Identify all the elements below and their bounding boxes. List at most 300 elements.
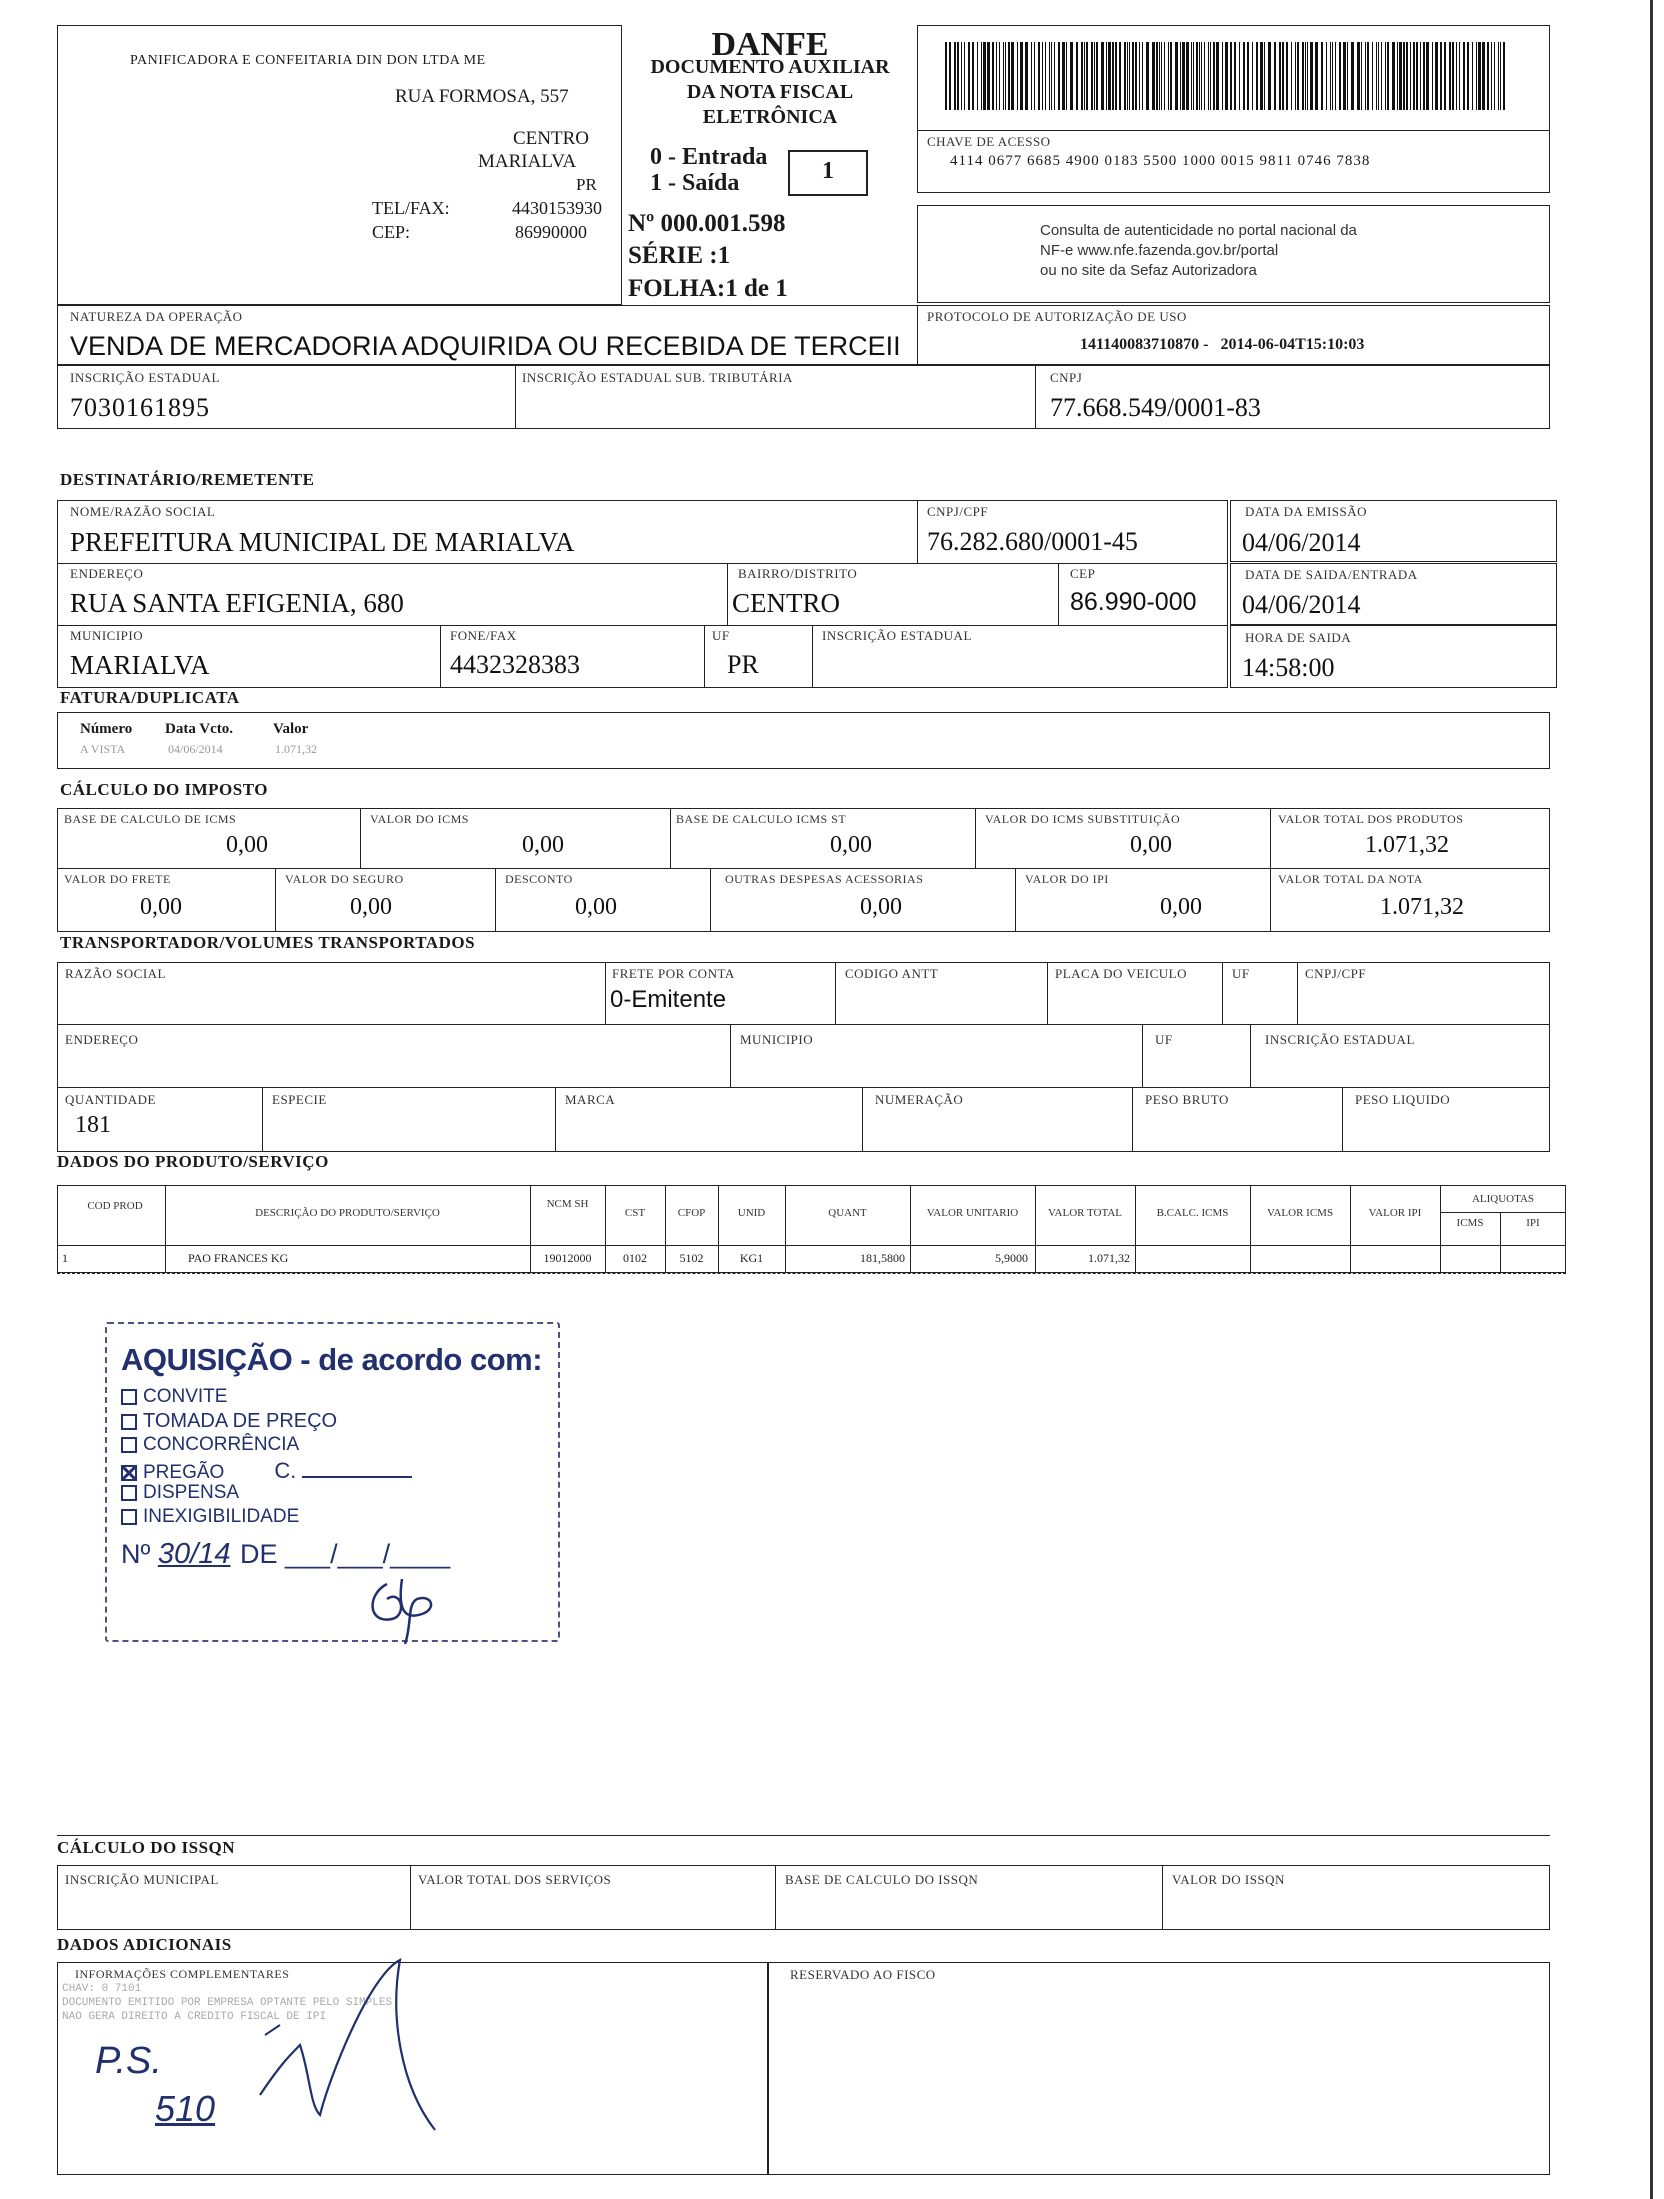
barcode-bar [961, 42, 962, 110]
imp-v3 [975, 808, 976, 868]
transp-v12 [1132, 1087, 1133, 1152]
adicionais-fisco-box [768, 1962, 1550, 2175]
emitente-phone-label: TEL/FAX: [372, 198, 450, 218]
imp-v6 [495, 868, 496, 932]
barcode-bar [1156, 42, 1158, 110]
page-edge [1650, 0, 1653, 2199]
dest-divider-b [727, 563, 728, 625]
barcode-bar [1252, 42, 1253, 110]
chave-divider [917, 130, 1550, 131]
barcode-bar [1210, 42, 1211, 110]
transp-h1 [57, 1024, 1550, 1025]
barcode-bar [1201, 42, 1202, 110]
barcode-bar [1222, 42, 1223, 110]
dest-municipio-label: MUNICIPIO [70, 628, 144, 643]
barcode-bar [1381, 42, 1382, 110]
prod-cod: 1 [62, 1251, 68, 1265]
barcode-bar [1112, 42, 1114, 110]
checkbox-icon [121, 1437, 137, 1453]
barcode-bar [1182, 42, 1185, 110]
transp-v13 [1342, 1087, 1343, 1152]
danfe-subtitle-1: DOCUMENTO AUXILIAR [650, 56, 890, 78]
barcode-bar [1170, 42, 1172, 110]
stamp-opt-tomada [121, 1410, 337, 1433]
barcode-bar [968, 42, 970, 110]
prod-vtotal: 1.071,32 [1088, 1251, 1130, 1265]
inscricao-divider-1 [515, 365, 516, 429]
stamp-opt-pregao [121, 1458, 412, 1484]
issqn-heading: CÁLCULO DO ISSQN [57, 1838, 236, 1857]
natureza-value: VENDA DE MERCADORIA ADQUIRIDA OU RECEBIDA DE TERCEII [70, 331, 901, 361]
imp-valor-st: 0,00 [1130, 832, 1172, 858]
dest-hora-label: HORA DE SAIDA [1245, 630, 1352, 645]
transp-frete-label: FRETE POR CONTA [612, 966, 735, 981]
protocolo-label: PROTOCOLO DE AUTORIZAÇÃO DE USO [927, 309, 1187, 324]
barcode-bar [1503, 42, 1505, 110]
dest-divider-e [704, 625, 705, 688]
barcode-bar [1091, 42, 1093, 110]
emitente-district: CENTRO [513, 128, 589, 149]
imp-valor-icms-label: VALOR DO ICMS [370, 812, 469, 826]
barcode-bar [1432, 42, 1433, 110]
prod-h-vipi: VALOR IPI [1368, 1207, 1422, 1219]
barcode-bar [1413, 42, 1415, 110]
natureza-label: NATUREZA DA OPERAÇÃO [70, 309, 243, 324]
barcode-bar [1086, 42, 1088, 110]
destinatario-heading: DESTINATÁRIO/REMETENTE [60, 470, 315, 489]
barcode-bar [996, 42, 997, 110]
barcode-bar [1410, 42, 1411, 110]
barcode-bar [1066, 42, 1067, 110]
barcode-bar [1152, 42, 1155, 110]
stamp-c-line [302, 1476, 412, 1478]
danfe-tipo: 1 [822, 158, 834, 184]
barcode-bar [1449, 42, 1451, 110]
barcode-bar [981, 42, 982, 110]
emitente-city: MARIALVA [478, 151, 577, 172]
dest-bairro-label: BAIRRO/DISTRITO [738, 566, 858, 581]
fatura-data: 04/06/2014 [168, 742, 223, 756]
prod-quant: 181,5800 [860, 1251, 905, 1265]
barcode-bar [1332, 42, 1333, 110]
barcode-bar [1467, 42, 1469, 110]
stamp-title: AQUISIÇÃO - de acordo com: [121, 1342, 543, 1377]
ie-label: INSCRIÇÃO ESTADUAL [70, 370, 220, 385]
barcode-bar [1142, 42, 1143, 110]
prod-cfop: 5102 [679, 1251, 704, 1265]
cnpj-label: CNPJ [1050, 370, 1083, 385]
barcode-bar [1094, 42, 1095, 110]
barcode-bar [1357, 42, 1360, 110]
fatura-numero: A VISTA [80, 742, 126, 756]
barcode-bar [1376, 42, 1377, 110]
barcode-bar [1387, 42, 1389, 110]
barcode-bar [1302, 42, 1304, 110]
barcode-bar [1463, 42, 1465, 110]
prod-col-9 [1135, 1185, 1136, 1273]
dest-endereco: RUA SANTA EFIGENIA, 680 [70, 588, 404, 618]
transp-v3 [1047, 962, 1048, 1024]
barcode-bar [1132, 42, 1134, 110]
barcode-bar [1106, 42, 1107, 110]
prod-ncm: 19012000 [543, 1251, 592, 1265]
prod-aliq-divider [1440, 1212, 1566, 1213]
transp-razao-label: RAZÃO SOCIAL [65, 966, 166, 981]
reservado-label: RESERVADO AO FISCO [790, 1967, 936, 1982]
stamp-opt-3: CONCORRÊNCIA [143, 1434, 300, 1455]
adicionais-line-3: NAO GERA DIREITO A CREDITO FISCAL DE IPI [62, 2011, 327, 2023]
barcode-bar [987, 42, 990, 110]
transp-endereco-label: ENDEREÇO [65, 1032, 139, 1047]
barcode-bar [1124, 42, 1126, 110]
prod-h-vtotal: VALOR TOTAL [1048, 1207, 1122, 1219]
barcode-bar [1256, 42, 1258, 110]
transp-v7 [1142, 1024, 1143, 1087]
prod-cst: 0102 [623, 1251, 647, 1265]
transp-v1 [605, 962, 606, 1024]
prod-header-divider [57, 1245, 1566, 1246]
dest-fone: 4432328383 [450, 650, 580, 679]
checkbox-checked-icon [121, 1465, 137, 1481]
dest-fone-label: FONE/FAX [450, 628, 517, 643]
barcode-bar [1305, 42, 1306, 110]
transp-bruto-label: PESO BRUTO [1145, 1092, 1229, 1107]
dest-municipio: MARIALVA [70, 650, 210, 680]
prod-h-unid: UNID [737, 1207, 766, 1219]
barcode-bar [1452, 42, 1454, 110]
barcode-bar [1435, 42, 1438, 110]
barcode-bar [1426, 42, 1429, 110]
barcode-bar [1243, 42, 1245, 110]
imp-v1 [360, 808, 361, 868]
protocolo-value: 141140083710870 - 2014-06-04T15:10:03 [1080, 336, 1365, 353]
barcode-bar [964, 42, 965, 110]
dest-uf-label: UF [712, 628, 730, 643]
checkbox-icon [121, 1389, 137, 1405]
barcode-bar [1416, 42, 1418, 110]
imp-v8 [1015, 868, 1016, 932]
dest-endereco-label: ENDEREÇO [70, 566, 144, 581]
barcode-bar [1196, 42, 1198, 110]
imp-total-nota: 1.071,32 [1380, 894, 1464, 920]
imp-valor-st-label: VALOR DO ICMS SUBSTITUIÇÃO [985, 812, 1181, 826]
barcode-bar [1054, 42, 1055, 110]
transp-cnpj-label: CNPJ/CPF [1305, 966, 1367, 981]
dest-divider-d [440, 625, 441, 688]
barcode-bar [1159, 42, 1160, 110]
prod-h-cfop: CFOP [677, 1207, 706, 1219]
issqn-v3 [1162, 1865, 1163, 1930]
barcode-bar [1180, 42, 1181, 110]
barcode-bar [1482, 42, 1485, 110]
barcode [945, 42, 1505, 110]
fatura-heading: FATURA/DUPLICATA [60, 688, 240, 707]
prod-h-cod: COD PROD [87, 1200, 143, 1212]
dest-divider-a [917, 500, 918, 563]
fatura-valor: 1.071,32 [275, 742, 317, 756]
emitente-state: PR [576, 175, 597, 194]
issqn-v1 [410, 1865, 411, 1930]
adicionais-line-1: CHAV: 0 7101 [62, 1983, 142, 1995]
dest-nome-label: NOME/RAZÃO SOCIAL [70, 504, 216, 519]
stamp-date-lines: ___/___/____ [285, 1539, 451, 1569]
imp-desconto: 0,00 [575, 894, 617, 920]
dest-hora: 14:58:00 [1242, 653, 1335, 682]
barcode-bar [1011, 42, 1014, 110]
barcode-bar [949, 42, 951, 110]
imp-base-st-label: BASE DE CALCULO ICMS ST [676, 812, 847, 826]
imp-total-prod-label: VALOR TOTAL DOS PRODUTOS [1278, 812, 1464, 826]
issqn-im-label: INSCRIÇÃO MUNICIPAL [65, 1872, 219, 1887]
barcode-bar [1406, 42, 1408, 110]
prod-h-vunit: VALOR UNITARIO [926, 1207, 1019, 1219]
barcode-bar [1193, 42, 1194, 110]
barcode-bar [1247, 42, 1249, 110]
stamp-opt-inexig [121, 1506, 299, 1528]
prod-h-ncm: NCM SH [546, 1198, 589, 1210]
imp-base-st: 0,00 [830, 832, 872, 858]
barcode-bar [1070, 42, 1073, 110]
barcode-bar [1478, 42, 1481, 110]
stamp-num-hand: 30/14 [157, 1538, 231, 1570]
chave-value: 4114 0677 6685 4900 0183 5500 1000 0015 9811 0746 7838 [950, 153, 1371, 169]
dest-row-2-divider [57, 625, 1228, 626]
imp-seguro: 0,00 [350, 894, 392, 920]
signature-icon [347, 1574, 467, 1654]
barcode-bar [1164, 42, 1165, 110]
transp-especie-label: ESPECIE [272, 1092, 327, 1107]
barcode-bar [1213, 42, 1215, 110]
adicionais-heading: DADOS ADICIONAIS [57, 1935, 232, 1954]
imp-ipi-label: VALOR DO IPI [1025, 872, 1109, 886]
dest-ie-label: INSCRIÇÃO ESTADUAL [822, 628, 972, 643]
transp-v9 [262, 1087, 263, 1152]
barcode-bar [977, 42, 978, 110]
issqn-valor-label: VALOR DO ISSQN [1172, 1872, 1285, 1887]
barcode-bar [1230, 42, 1232, 110]
barcode-bar [1335, 42, 1336, 110]
barcode-bar [954, 42, 956, 110]
transp-v8 [1250, 1024, 1251, 1087]
dest-uf: PR [727, 650, 759, 679]
barcode-bar [1420, 42, 1421, 110]
barcode-bar [1076, 42, 1078, 110]
transp-antt-label: CODIGO ANTT [845, 966, 939, 981]
issqn-vts-label: VALOR TOTAL DOS SERVIÇOS [418, 1872, 612, 1887]
prod-h-desc: DESCRIÇÃO DO PRODUTO/SERVIÇO [255, 1207, 440, 1219]
barcode-bar [999, 42, 1000, 110]
issqn-top-rule [57, 1835, 1550, 1836]
barcode-bar [1225, 42, 1228, 110]
stamp-opt-4: PREGÃO [143, 1462, 225, 1483]
prod-h-cst: CST [624, 1207, 646, 1219]
barcode-bar [1440, 42, 1442, 110]
transp-uf2-label: UF [1155, 1032, 1173, 1047]
barcode-bar [1397, 42, 1398, 110]
barcode-bar [1291, 42, 1292, 110]
barcode-bar [1279, 42, 1281, 110]
transp-v6 [730, 1024, 731, 1087]
issqn-v2 [775, 1865, 776, 1930]
natureza-divider [917, 305, 918, 365]
barcode-bar [1423, 42, 1425, 110]
cnpj-value: 77.668.549/0001-83 [1050, 393, 1261, 422]
barcode-bar [1282, 42, 1284, 110]
consulta-line-1: Consulta de autenticidade no portal nacional da [1040, 222, 1357, 239]
barcode-bar [1365, 42, 1366, 110]
barcode-bar [1025, 42, 1028, 110]
barcode-bar [1199, 42, 1200, 110]
produtos-heading: DADOS DO PRODUTO/SERVIÇO [57, 1152, 329, 1171]
danfe-entrada: 0 - Entrada [650, 144, 768, 170]
dest-row-1-divider [57, 563, 1228, 564]
barcode-bar [1034, 42, 1035, 110]
emitente-phone: 4430153930 [512, 198, 602, 218]
barcode-bar [1049, 42, 1050, 110]
prod-h-bcalc: B.CALC. ICMS [1156, 1207, 1229, 1219]
barcode-bar [1456, 42, 1457, 110]
barcode-bar [1139, 42, 1140, 110]
barcode-bar [1239, 42, 1240, 110]
barcode-bar [1216, 42, 1219, 110]
transp-v11 [862, 1087, 863, 1152]
prod-h-aliq-ipi: IPI [1526, 1217, 1540, 1229]
barcode-bar [983, 42, 986, 110]
stamp-numero [121, 1538, 450, 1571]
barcode-bar [945, 42, 947, 110]
imp-valor-icms: 0,00 [522, 832, 564, 858]
transp-v4 [1222, 962, 1223, 1024]
barcode-bar [1175, 42, 1178, 110]
prod-h-aliq: ALIQUOTAS [1471, 1193, 1535, 1205]
barcode-bar [1297, 42, 1299, 110]
prod-col-11 [1350, 1185, 1351, 1273]
barcode-bar [1494, 42, 1495, 110]
barcode-bar [1399, 42, 1402, 110]
prod-col-10 [1250, 1185, 1251, 1273]
stamp-num-de: DE [239, 1539, 278, 1569]
stamp-opt-5: DISPENSA [143, 1482, 240, 1503]
transp-municipio-label: MUNICIPIO [740, 1032, 814, 1047]
barcode-bar [1129, 42, 1130, 110]
signature-icon [250, 1955, 510, 2155]
barcode-bar [1367, 42, 1369, 110]
fatura-h-numero: Número [80, 721, 133, 737]
barcode-bar [1268, 42, 1271, 110]
barcode-bar [1351, 42, 1354, 110]
stamp-num-prefix: Nº [121, 1539, 151, 1569]
prod-h-vicms: VALOR ICMS [1266, 1207, 1334, 1219]
ie-st-label: INSCRIÇÃO ESTADUAL SUB. TRIBUTÁRIA [522, 370, 793, 385]
imp-desconto-label: DESCONTO [505, 872, 573, 886]
dest-cnpj-label: CNPJ/CPF [927, 504, 989, 519]
danfe-serie: SÉRIE :1 [628, 242, 731, 269]
barcode-bar [1260, 42, 1263, 110]
prod-vunit: 5,9000 [995, 1251, 1028, 1265]
adicionais-line-2: DOCUMENTO EMITIDO POR EMPRESA OPTANTE PELO SIMPLES [62, 1997, 393, 2009]
dest-nome: PREFEITURA MUNICIPAL DE MARIALVA [70, 527, 575, 557]
barcode-bar [1146, 42, 1149, 110]
imp-outras-label: OUTRAS DESPESAS ACESSORIAS [725, 872, 924, 886]
imp-v5 [275, 868, 276, 932]
checkbox-icon [121, 1485, 137, 1501]
imposto-heading: CÁLCULO DO IMPOSTO [60, 780, 268, 799]
checkbox-icon [121, 1509, 137, 1525]
emitente-cep-label: CEP: [372, 222, 411, 242]
barcode-bar [1161, 42, 1162, 110]
barcode-bar [1168, 42, 1169, 110]
dest-cep-label: CEP [1070, 566, 1096, 581]
barcode-bar [1135, 42, 1137, 110]
barcode-bar [1264, 42, 1265, 110]
stamp-opt-concorrencia [121, 1434, 299, 1456]
barcode-bar [1108, 42, 1111, 110]
barcode-bar [1020, 42, 1023, 110]
barcode-bar [1392, 42, 1395, 110]
barcode-bar [1127, 42, 1128, 110]
dest-divider-f [812, 625, 813, 688]
dest-saida-label: DATA DE SAIDA/ENTRADA [1245, 567, 1418, 582]
barcode-bar [1339, 42, 1341, 110]
ie-value: 7030161895 [70, 393, 210, 422]
fatura-h-valor: Valor [273, 721, 309, 737]
inscricao-divider-2 [1035, 365, 1036, 429]
imp-base-icms: 0,00 [226, 832, 268, 858]
barcode-bar [1487, 42, 1489, 110]
barcode-bar [1444, 42, 1446, 110]
stamp-opt-2: TOMADA DE PREÇO [143, 1410, 338, 1432]
imp-v7 [710, 868, 711, 932]
transp-liquido-label: PESO LIQUIDO [1355, 1092, 1451, 1107]
imp-outras: 0,00 [860, 894, 902, 920]
imp-seguro-label: VALOR DO SEGURO [285, 872, 404, 886]
barcode-bar [1058, 42, 1060, 110]
transporte-heading: TRANSPORTADOR/VOLUMES TRANSPORTADOS [60, 933, 476, 952]
barcode-bar [1385, 42, 1386, 110]
barcode-bar [1403, 42, 1405, 110]
barcode-bar [1476, 42, 1477, 110]
dest-emissao-label: DATA DA EMISSÃO [1245, 504, 1368, 519]
transp-qtd-label: QUANTIDADE [65, 1092, 156, 1107]
barcode-bar [1378, 42, 1379, 110]
barcode-bar [1330, 42, 1331, 110]
barcode-bar [1062, 42, 1065, 110]
barcode-bar [1347, 42, 1348, 110]
barcode-bar [1084, 42, 1085, 110]
barcode-bar [1101, 42, 1104, 110]
imp-v2 [670, 808, 671, 868]
stamp-opt-convite [121, 1386, 227, 1408]
imp-total-prod: 1.071,32 [1365, 832, 1449, 858]
adicionais-info-label: INFORMAÇÕES COMPLEMENTARES [75, 1967, 290, 1981]
danfe-saida: 1 - Saída [650, 170, 740, 196]
barcode-bar [1295, 42, 1296, 110]
barcode-bar [1045, 42, 1046, 110]
barcode-bar [1321, 42, 1323, 110]
danfe-subtitle-2: DA NOTA FISCAL [686, 81, 854, 103]
consulta-line-3: ou no site da Sefaz Autorizadora [1040, 262, 1257, 279]
transp-marca-label: MARCA [565, 1092, 616, 1107]
barcode-bar [1003, 42, 1004, 110]
stamp-opt-4-suffix: C. [274, 1458, 297, 1483]
barcode-bar [1005, 42, 1006, 110]
dest-cep: 86.990-000 [1070, 588, 1197, 616]
transp-frete: 0-Emitente [610, 986, 727, 1013]
danfe-folha: FOLHA:1 de 1 [628, 275, 788, 302]
dest-emissao: 04/06/2014 [1242, 528, 1361, 557]
dest-divider-c [1058, 563, 1059, 625]
barcode-bar [1031, 42, 1032, 110]
